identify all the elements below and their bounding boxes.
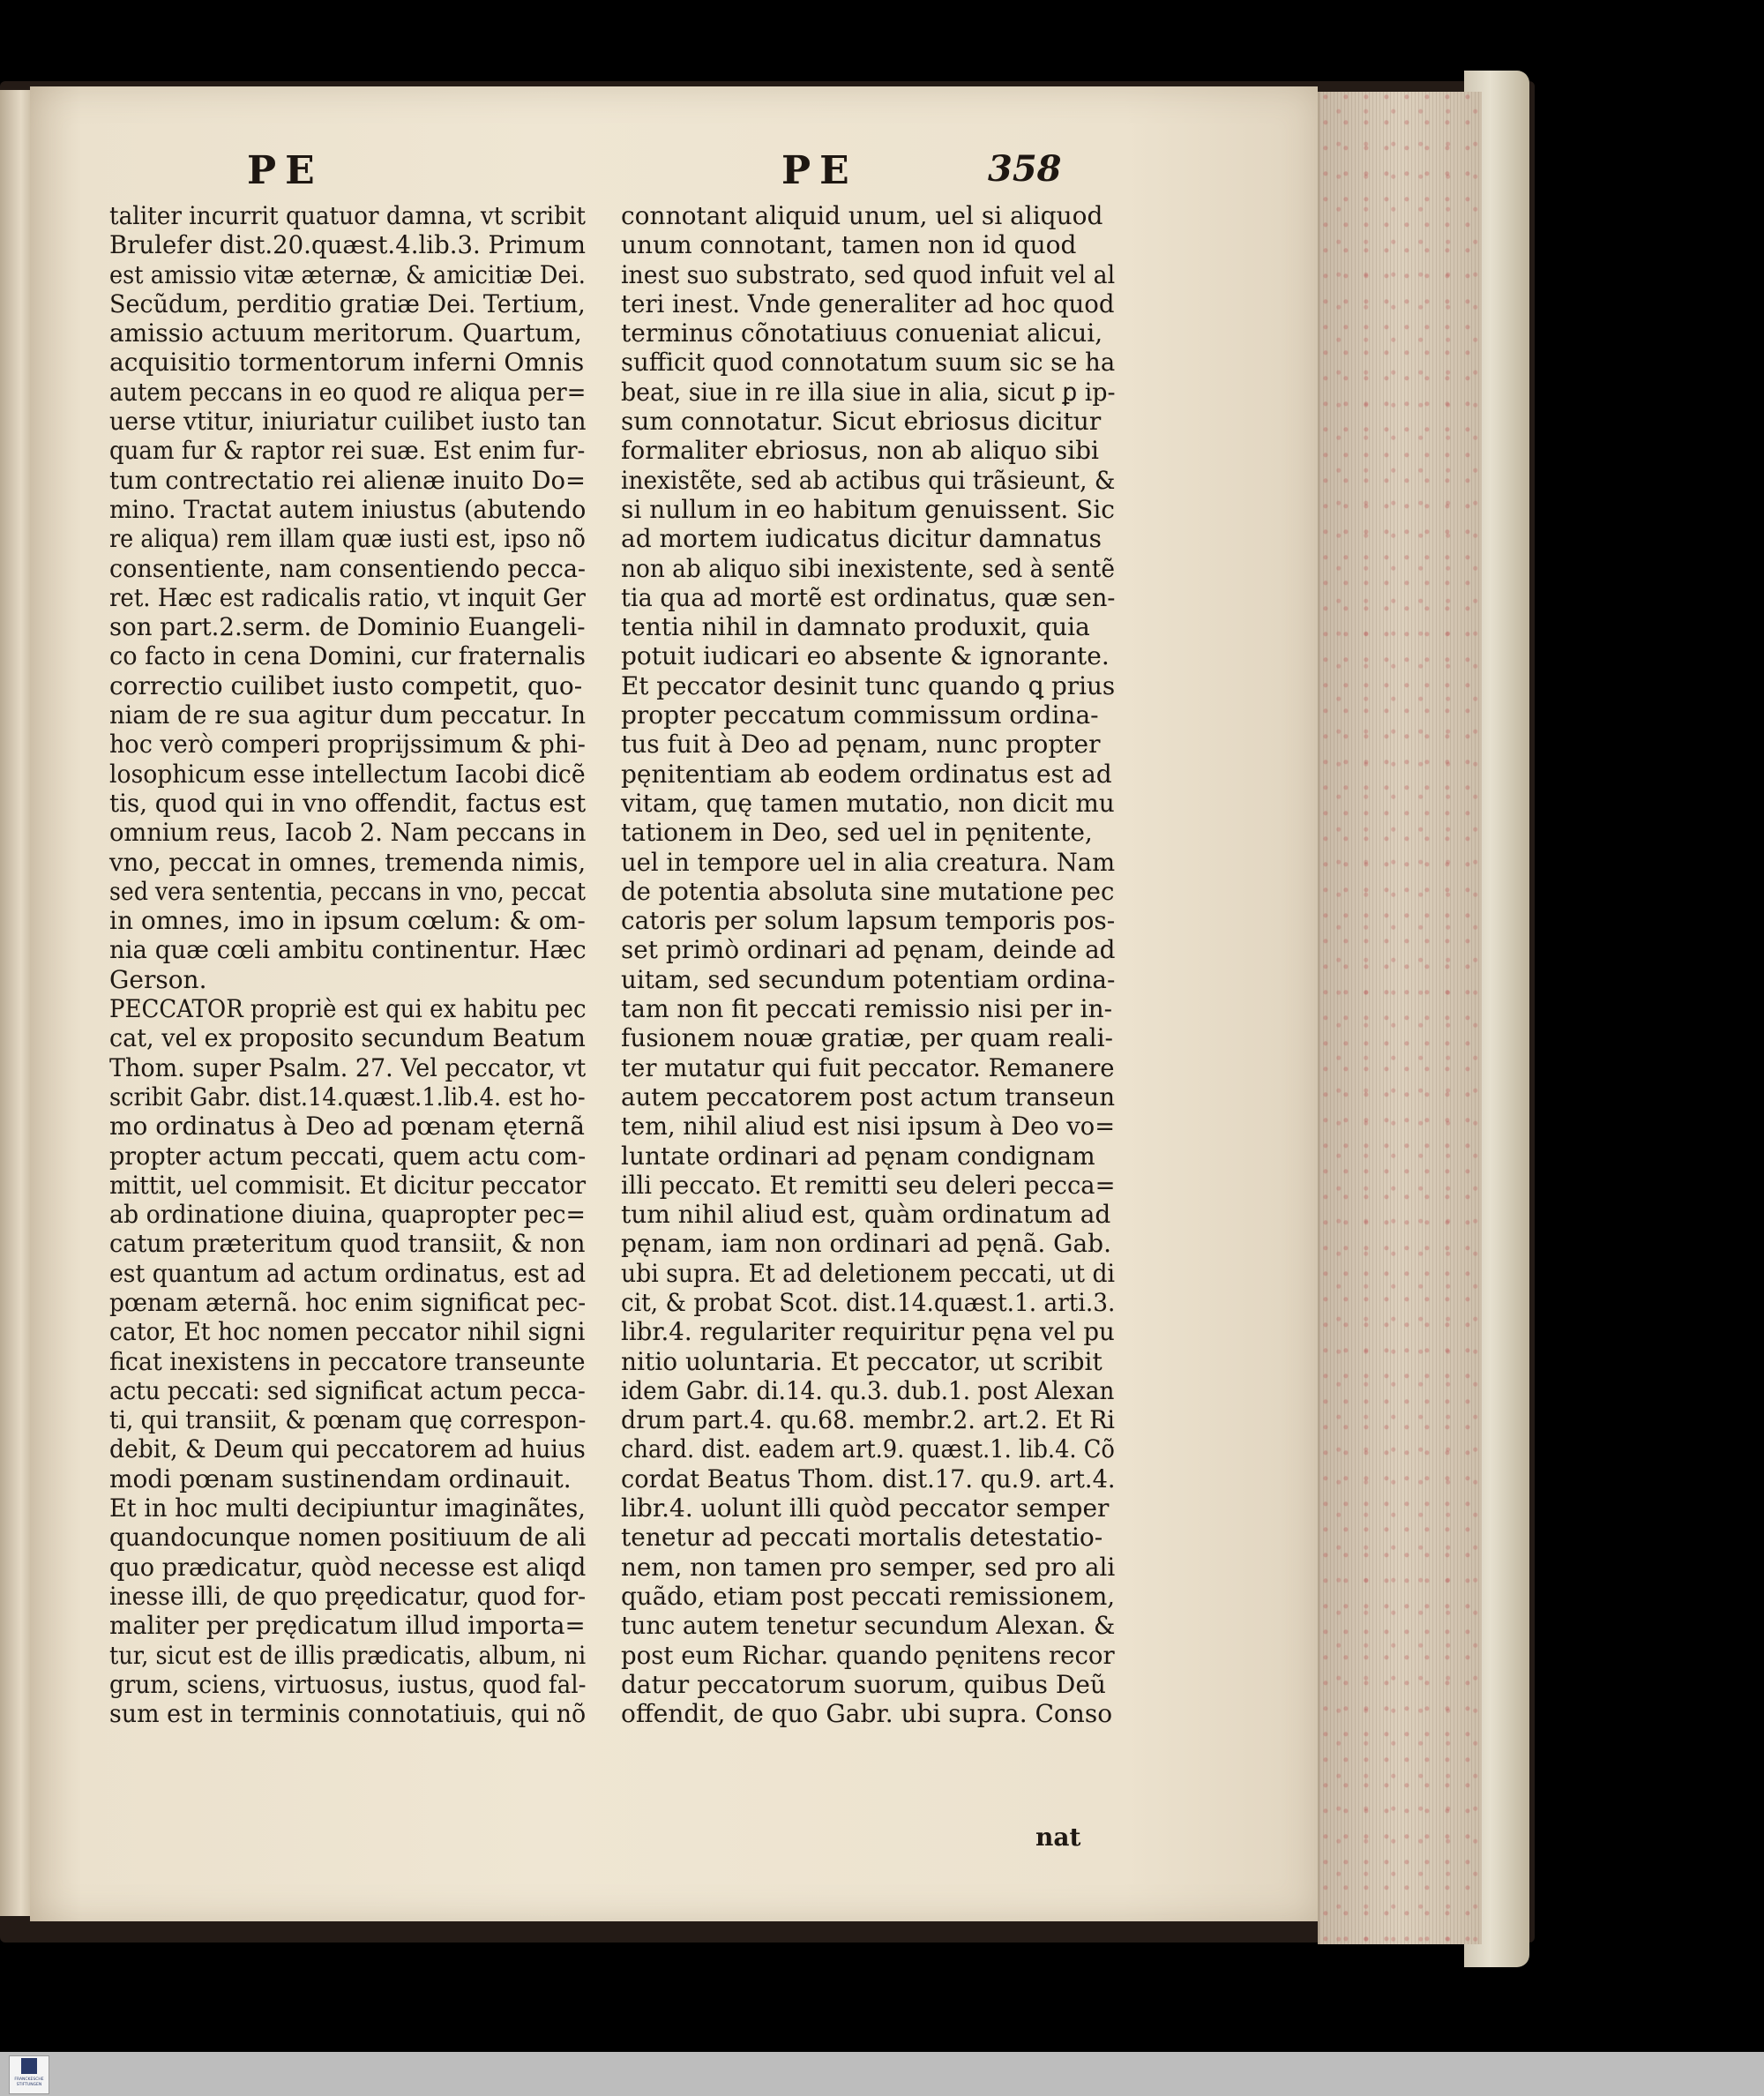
text-line: inesse illi, de quo pręedicatur, quod for- xyxy=(109,1581,587,1611)
text-line: fusionem nouæ gratiæ, per quam reali- xyxy=(621,1023,1114,1053)
text-line: consentiente, nam consentiendo pecca- xyxy=(109,553,587,583)
text-line: propter actum peccati, quem actu com- xyxy=(109,1141,587,1171)
text-line: omnium reus, Iacob 2. Nam peccans in xyxy=(109,818,587,848)
text-line: losophicum esse intellectum Iacobi dicẽ xyxy=(109,759,586,789)
text-line: nem, non tamen pro semper, sed pro ali xyxy=(621,1552,1116,1582)
text-line: quo prædicatur, quòd necesse est aliqd xyxy=(109,1552,587,1582)
text-line: illi peccato. Et remitti seu deleri pecca= xyxy=(621,1170,1116,1200)
text-line: ret. Hæc est radicalis ratio, vt inquit Ger xyxy=(109,582,586,612)
text-line: Et in hoc multi decipiuntur imaginãtes, xyxy=(109,1493,586,1523)
text-line: catum præteritum quod transiit, & non xyxy=(109,1229,586,1259)
text-line: uitam, sed secundum potentiam ordina- xyxy=(621,964,1116,994)
text-line: vitam, quę tamen mutatio, non dicit mu xyxy=(621,788,1115,818)
text-line: cator, Et hoc nomen peccator nihil signi xyxy=(109,1317,586,1347)
text-line: co facto in cena Domini, cur fraternalis xyxy=(109,641,586,671)
text-line: pęnam, iam non ordinari ad pęnã. Gab. xyxy=(621,1229,1112,1259)
text-line: inest suo substrato, sed quod infuit vel al xyxy=(621,259,1116,289)
text-line: tis, quod qui in vno offendit, factus est xyxy=(109,788,587,818)
text-line: beat, siue in re illa siue in alia, sicut ꝑ ip- xyxy=(621,377,1116,407)
text-line: Secũdum, perditio gratiæ Dei. Tertium, xyxy=(109,288,586,318)
text-line: tentia nihil in damnato produxit, quia xyxy=(621,612,1090,642)
page-number: 358 xyxy=(988,148,1062,190)
text-line: ter mutatur qui fuit peccator. Remanere xyxy=(621,1052,1115,1082)
text-line: cat, vel ex proposito secundum Beatum xyxy=(109,1023,586,1053)
text-line: uerse vtitur, iniuriatur cuilibet iusto tan xyxy=(109,407,587,437)
text-line: uel in tempore uel in alia creatura. Nam xyxy=(621,847,1116,877)
running-head-right: PE xyxy=(781,148,858,193)
text-line: drum part.4. qu.68. membr.2. art.2. Et Ri xyxy=(621,1405,1115,1435)
text-line: Thom. super Psalm. 27. Vel peccator, vt xyxy=(109,1052,587,1082)
left-text-column xyxy=(109,201,639,1728)
text-line: ti, qui transiit, & pœnam quę correspon- xyxy=(109,1405,587,1435)
text-line: tum nihil aliud est, quàm ordinatum ad xyxy=(621,1200,1111,1230)
text-line: tam non fit peccati remissio nisi per in- xyxy=(621,994,1113,1024)
text-line: scribit Gabr. dist.14.quæst.1.lib.4. est ho- xyxy=(109,1082,586,1112)
text-line: mo ordinatus à Deo ad pœnam ęternã xyxy=(109,1112,585,1142)
text-line: nia quæ cœli ambitu continentur. Hæc xyxy=(109,935,587,965)
text-line: vno, peccat in omnes, tremenda nimis, xyxy=(109,847,587,877)
text-line: inexistẽte, sed ab actibus qui trãsieunt, & xyxy=(621,465,1116,495)
text-line: si nullum in eo habitum genuissent. Sic xyxy=(621,494,1115,524)
text-line: maliter per prędicatum illud importa= xyxy=(109,1611,586,1641)
running-head-left: PE xyxy=(247,148,324,193)
text-line: unum connotant, tamen non id quod xyxy=(621,230,1077,260)
text-line: nitio uoluntaria. Et peccator, ut scribit xyxy=(621,1346,1102,1376)
text-line: catoris per solum lapsum temporis pos- xyxy=(621,906,1116,936)
text-line: correctio cuilibet iusto competit, quo- xyxy=(109,670,583,700)
text-line: tenetur ad peccati mortalis detestatio- xyxy=(621,1523,1103,1553)
viewer-bottom-bar xyxy=(0,2052,1764,2096)
text-line: sum connotatur. Sicut ebriosus dicitur xyxy=(621,407,1102,437)
text-line: mittit, uel commisit. Et dicitur peccator xyxy=(109,1170,587,1200)
text-line: mino. Tractat autem iniustus (abutendo xyxy=(109,494,587,524)
text-line: est amissio vitæ æternæ, & amicitiæ Dei. xyxy=(109,259,586,289)
text-line: pœnam æternã. hoc enim significat pec- xyxy=(109,1287,587,1317)
text-line: Brulefer dist.20.quæst.4.lib.3. Primum xyxy=(109,230,587,260)
text-line: grum, sciens, virtuosus, iustus, quod fal- xyxy=(109,1669,587,1699)
text-line: tum contrectatio rei alienæ inuito Do= xyxy=(109,465,586,495)
text-line: ficat inexistens in peccatore transeunte xyxy=(109,1346,586,1376)
text-line: propter peccatum commissum ordina- xyxy=(621,700,1099,730)
text-line: formaliter ebriosus, non ab aliquo sibi xyxy=(621,436,1099,466)
text-line: autem peccans in eo quod re aliqua per= xyxy=(109,377,587,407)
text-line: teri inest. Vnde generaliter ad hoc quod xyxy=(621,288,1115,318)
text-line: datur peccatorum suorum, quibus Deũ xyxy=(621,1669,1106,1699)
text-line: de potentia absoluta sine mutatione pec xyxy=(621,876,1115,906)
text-line: tus fuit à Deo ad pęnam, nunc propter xyxy=(621,730,1101,760)
text-line: PECCATOR propriè est qui ex habitu pec xyxy=(109,994,587,1024)
text-line: idem Gabr. di.14. qu.3. dub.1. post Alexan xyxy=(621,1375,1115,1405)
text-line: re aliqua) rem illam quæ iusti est, ipso nõ xyxy=(109,524,586,554)
text-line: ab ordinatione diuina, quapropter pec= xyxy=(109,1200,586,1230)
text-line: Et peccator desinit tunc quando ꝗ prius xyxy=(621,670,1116,700)
text-line: terminus cõnotatiuus conueniat alicui, xyxy=(621,318,1103,348)
text-line: ad mortem iudicatus dicitur damnatus xyxy=(621,524,1102,554)
text-line: libr.4. uolunt illi quòd peccator semper xyxy=(621,1493,1110,1523)
text-line: tem, nihil aliud est nisi ipsum à Deo vo= xyxy=(621,1112,1116,1142)
text-line: set primò ordinari ad pęnam, deinde ad xyxy=(621,935,1116,965)
text-line: connotant aliquid unum, uel si aliquod xyxy=(621,201,1103,230)
text-line: quandocunque nomen positiuum de ali xyxy=(109,1523,587,1553)
text-line: sed vera sententia, peccans in vno, peccat xyxy=(109,876,587,906)
text-line: post eum Richar. quando pęnitens recor xyxy=(621,1640,1115,1670)
left-page-edge xyxy=(0,90,30,1916)
library-logo[interactable] xyxy=(9,2055,49,2094)
text-line: offendit, de quo Gabr. ubi supra. Conso xyxy=(621,1699,1113,1729)
right-text-column xyxy=(621,201,1159,1728)
page-fore-edge xyxy=(1318,92,1482,1944)
text-line: tationem in Deo, sed uel in pęnitente, xyxy=(621,818,1093,848)
text-line: acquisitio tormentorum inferni Omnis xyxy=(109,348,585,378)
text-line: Gerson. xyxy=(109,964,207,994)
library-seal-icon xyxy=(21,2058,37,2074)
text-line: actu peccati: sed significat actum pecca- xyxy=(109,1375,586,1405)
catchword: nat xyxy=(1035,1823,1081,1852)
text-line: tur, sicut est de illis prædicatis, album, ni xyxy=(109,1640,587,1670)
text-line: est quantum ad actum ordinatus, est ad xyxy=(109,1258,587,1288)
logo-label-line1: FRANCKESCHE xyxy=(14,2077,44,2082)
text-line: sufficit quod connotatum suum sic se ha xyxy=(621,348,1116,378)
text-line: luntate ordinari ad pęnam condignam xyxy=(621,1141,1095,1171)
text-line: taliter incurrit quatuor damna, vt scribit xyxy=(109,201,586,230)
text-line: libr.4. regulariter requiritur pęna vel pu xyxy=(621,1317,1115,1347)
text-line: hoc verò comperi proprijssimum & phi- xyxy=(109,730,586,760)
text-line: son part.2.serm. de Dominio Euangeli- xyxy=(109,612,586,642)
text-line: quam fur & raptor rei suæ. Est enim fur- xyxy=(109,436,586,466)
text-line: tia qua ad mortẽ est ordinatus, quæ sen- xyxy=(621,582,1116,612)
text-line: chard. dist. eadem art.9. quæst.1. lib.4. Cõ xyxy=(621,1434,1115,1464)
text-line: quãdo, etiam post peccati remissionem, xyxy=(621,1581,1116,1611)
text-line: in omnes, imo in ipsum cœlum: & om- xyxy=(109,906,586,936)
text-line: ubi supra. Et ad deletionem peccati, ut di xyxy=(621,1258,1116,1288)
text-line: cordat Beatus Thom. dist.17. qu.9. art.4. xyxy=(621,1463,1116,1493)
text-line: potuit iudicari eo absente & ignorante. xyxy=(621,641,1110,671)
text-line: niam de re sua agitur dum peccatur. In xyxy=(109,700,586,730)
text-line: amissio actuum meritorum. Quartum, xyxy=(109,318,582,348)
logo-label-line2: STIFTUNGEN xyxy=(16,2083,42,2087)
text-line: tunc autem tenetur secundum Alexan. & xyxy=(621,1611,1116,1641)
text-line: pęnitentiam ab eodem ordinatus est ad xyxy=(621,759,1112,789)
text-line: modi pœnam sustinendam ordinauit. xyxy=(109,1463,572,1493)
text-line: non ab aliquo sibi inexistente, sed à sentẽ xyxy=(621,553,1115,583)
text-line: sum est in terminis connotatiuis, qui nõ xyxy=(109,1699,587,1729)
text-line: debit, & Deum qui peccatorem ad huius xyxy=(109,1434,586,1464)
text-line: cit, & probat Scot. dist.14.quæst.1. arti.3. xyxy=(621,1287,1116,1317)
text-line: autem peccatorem post actum transeun xyxy=(621,1082,1116,1112)
